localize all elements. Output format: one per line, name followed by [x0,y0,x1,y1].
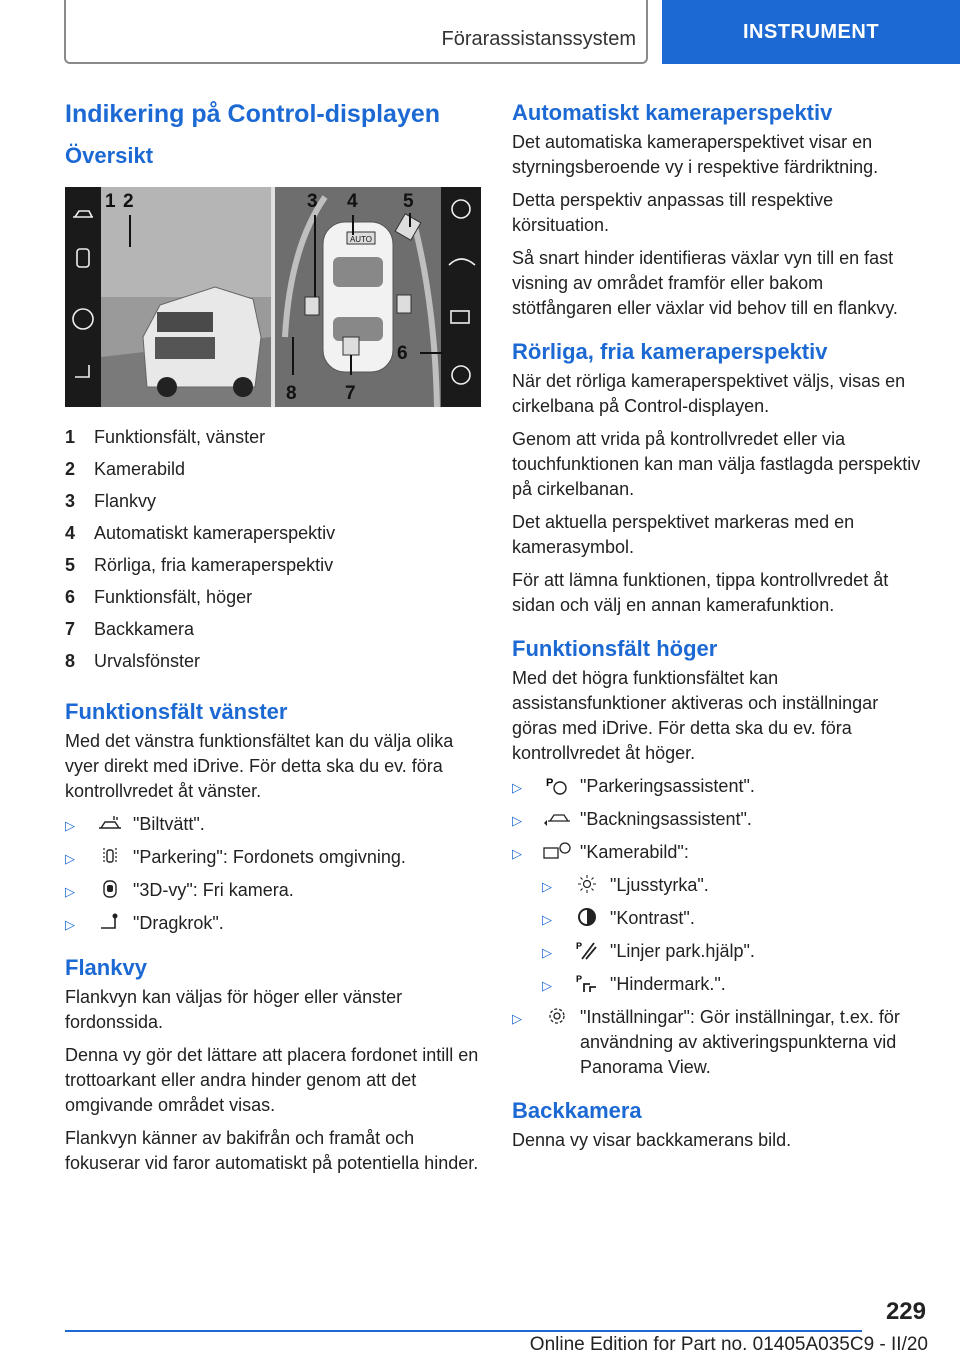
bullet-triangle-icon: ▷ [542,945,552,960]
callout-3: 3 [307,191,318,212]
list-item: ▷ P "Linjer park.hjälp". [512,939,927,965]
right-column [512,100,927,1161]
legend-item: 4 Automatiskt kameraperspektiv [65,522,336,543]
3d-view-icon [93,878,127,900]
auto-paragraph: Det automatiska kameraperspektivet visar en styrningsberoende vy i respektive färdriktning. [512,132,879,177]
control-display-figure [65,187,481,407]
list-item: ▷ "Dragkrok". [65,911,481,937]
legend-item: 1 Funktionsfält, vänster [65,426,266,447]
bullet-triangle-icon: ▷ [65,851,75,866]
legend-item: 5 Rörliga, fria kameraperspektiv [65,554,334,575]
free-paragraph: Genom att vrida på kontrollvredet eller via touchfunktionen kan man välja fastlagda perspektiv på cirkelbanan. [512,429,921,499]
auto-heading: Automatiskt kameraperspektiv [512,100,833,125]
free-paragraph: När det rörliga kameraperspektivet väljs, visas en cirkelbana på Control-displayen. [512,371,906,416]
list-item: ▷ "Inställningar": Gör inställningar, t.ex. för användning av aktiveringspunkterna vid Panorama View. [512,1007,900,1077]
callout-5: 5 [403,191,414,212]
legend-item: 6 Funktionsfält, höger [65,586,253,607]
flank-paragraph: Denna vy gör det lättare att placera fordonet intill en trottoarkant eller andra hinder genom att det omgivande området visas. [65,1045,479,1115]
auto-paragraph: Så snart hinder identifieras växlar vyn till en fast visning av området framför eller bakom stötfångaren eller växlar vid behov till en flankvy. [512,248,898,318]
reversing-assistant-icon [540,807,574,829]
bullet-triangle-icon: ▷ [542,912,552,927]
callout-4: 4 [347,191,358,212]
flank-paragraph: Flankvyn känner av bakifrån och framåt och fokuserar vid faror automatiskt på potentiella hinder. [65,1128,479,1173]
legend-item: 8 Urvalsfönster [65,650,201,671]
list-item: ▷ "Parkering": Fordonets omgivning. [65,845,481,871]
bullet-triangle-icon: ▷ [512,780,522,795]
svg-text:P: P [546,777,554,789]
bullet-triangle-icon: ▷ [542,879,552,894]
page-title: Indikering på Control-displayen [65,100,441,128]
list-item: ▷ "Ljusstyrka". [512,873,927,899]
bullet-triangle-icon: ▷ [65,917,75,932]
parking-assistant-icon [540,774,574,796]
rear-camera-heading: Backkamera [512,1098,642,1123]
bullet-triangle-icon: ▷ [542,978,552,993]
rear-camera-text: Denna vy visar backkamerans bild. [512,1130,792,1150]
tow-hook-icon [93,911,127,933]
brightness-icon [570,873,604,895]
list-item: ▷ "Kamerabild": [512,840,927,866]
callout-1: 1 [105,191,116,212]
bullet-triangle-icon: ▷ [512,1011,522,1026]
auto-label: AUTO [349,235,373,244]
control-display-illustration [65,187,481,407]
callout-8: 8 [286,383,297,404]
list-item: ▷ "Biltvätt". [65,812,481,838]
svg-text:P: P [576,941,583,951]
settings-icon [540,1005,574,1027]
bullet-triangle-icon: ▷ [65,884,75,899]
parking-lines-icon [570,939,604,961]
right-field-text: Med det högra funktionsfältet kan assistansfunktioner aktiveras och inställningar göras med iDrive. För detta ska du ev. föra kontrollvredet åt höger. [512,668,879,763]
right-field-list [512,774,927,1080]
auto-paragraph: Detta perspektiv anpassas till respektive körsituation. [512,190,834,235]
free-paragraph: Det aktuella perspektivet markeras med en kamerasymbol. [512,512,855,557]
left-field-heading: Funktionsfält vänster [65,699,288,724]
svg-text:P: P [576,974,583,984]
figure-legend [65,421,481,677]
flank-paragraph: Flankvyn kan väljas för höger eller vänster fordonssida. [65,987,403,1032]
callout-7: 7 [345,383,356,404]
list-item: ▷ "Kontrast". [512,906,927,932]
flank-heading: Flankvy [65,955,147,980]
list-item: ▷ "3D-vy": Fri kamera. [65,878,481,904]
left-field-list [65,812,481,937]
bullet-triangle-icon: ▷ [65,818,75,833]
footer-divider [65,1330,862,1332]
overview-heading: Översikt [65,143,154,168]
camera-image-icon [540,840,574,862]
page-number: 229 [885,1298,926,1325]
list-item: ▷ P "Parkeringsassistent". [512,774,927,800]
contrast-icon [570,906,604,928]
free-heading: Rörliga, fria kameraperspektiv [512,339,828,364]
left-column [65,100,481,1184]
footer-edition: Online Edition for Part no. 01405A035C9 - II/20 [529,1334,928,1355]
legend-item: 7 Backkamera [65,618,195,639]
bullet-triangle-icon: ▷ [512,846,522,861]
list-item: ▷ P "Hindermark.". [512,972,927,998]
right-field-heading: Funktionsfält höger [512,636,718,661]
free-paragraph: För att lämna funktionen, tippa kontrollvredet åt sidan och välj en annan kamerafunktion. [512,570,889,615]
header-chapter-tab: INSTRUMENT [662,0,960,64]
car-wash-icon [93,812,127,834]
list-item: ▷ "Backningsassistent". [512,807,927,833]
obstacle-marking-icon [570,972,604,994]
callout-6: 6 [397,343,408,364]
parking-surroundings-icon [93,845,127,867]
header-section-title: Förarassistanssystem [441,28,636,50]
legend-item: 3 Flankvy [65,490,157,511]
callout-2: 2 [123,191,134,212]
left-field-text: Med det vänstra funktionsfältet kan du välja olika vyer direkt med iDrive. För detta ska du ev. föra kontrollvredet åt vänster. [65,731,454,801]
bullet-triangle-icon: ▷ [512,813,522,828]
legend-item: 2 Kamerabild [65,458,186,479]
